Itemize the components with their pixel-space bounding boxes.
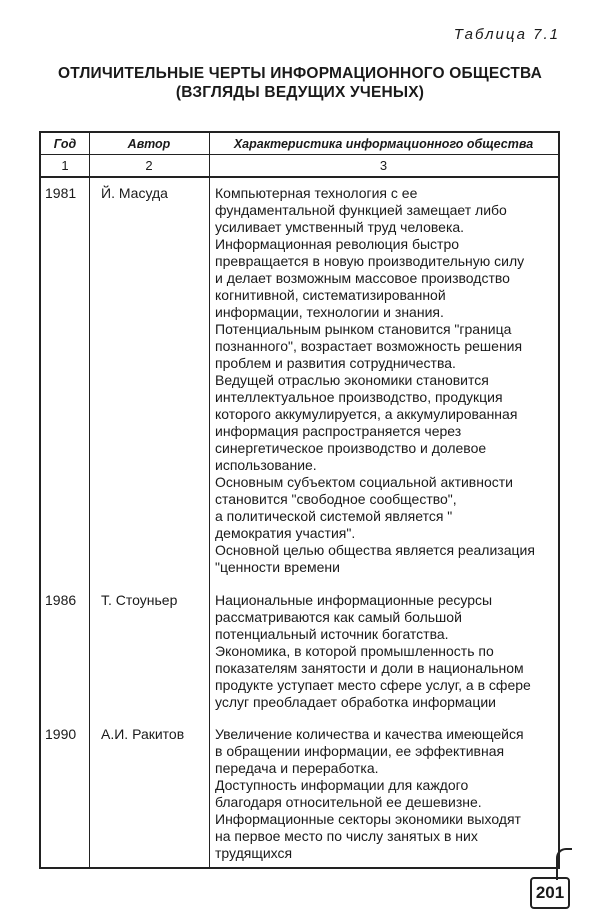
page-curl-decoration [556, 848, 572, 880]
description-line: услуг преобладает обработка информации [215, 694, 496, 710]
column-number: 2 [145, 157, 153, 173]
description-line: синергетическое производство и долевое [215, 440, 487, 456]
description-line: показателям занятости и доли в национальном [215, 660, 524, 676]
row-author: А.И. Ракитов [101, 726, 185, 742]
header-description: Характеристика информационного общества [233, 136, 534, 151]
description-line: Информационная революция быстро [215, 236, 460, 252]
characteristics-table [39, 131, 560, 869]
description-line: становится "свободное сообщество", [215, 491, 457, 507]
description-line: Экономика, в которой промышленность по [215, 643, 494, 659]
description-line: Доступность информации для каждого [215, 777, 469, 793]
row-description [215, 592, 558, 711]
page-title [0, 64, 600, 102]
description-line: а политической системой является " [215, 508, 453, 524]
row-year: 1990 [45, 726, 77, 742]
description-line: продукте уступает место сфере услуг, а в сфере [215, 677, 531, 693]
column-divider [209, 133, 210, 867]
description-line: информация распространяется через [215, 423, 462, 439]
description-line: Основной целью общества является реализация [215, 542, 535, 558]
header-author: Автор [127, 136, 171, 151]
title-line-1: ОТЛИЧИТЕЛЬНЫЕ ЧЕРТЫ ИНФОРМАЦИОННОГО ОБЩЕСТВА [57, 65, 543, 82]
description-line: благодаря относительной ее дешевизне. [215, 794, 482, 810]
description-line: потенциальный источник богатства. [215, 626, 449, 642]
description-line: которого аккумулируется, а аккумулированная [215, 406, 518, 422]
description-line: проблем и развития сотрудничества. [215, 355, 456, 371]
description-line: когнитивной, систематизированной [215, 287, 446, 303]
description-line: фундаментальной функцией замещает либо [215, 202, 507, 218]
description-line: превращается в новую производительную силу [215, 253, 525, 269]
description-line: рассматриваются как самый большой [215, 609, 462, 625]
description-line: информации, технологии и знания. [215, 304, 444, 320]
row-year: 1981 [45, 185, 77, 201]
table-header-row [41, 133, 558, 155]
row-description [215, 185, 558, 576]
table-label: Таблица 7.1 [453, 26, 560, 43]
description-line: передача и переработка. [215, 760, 379, 776]
description-line: демократия участия". [215, 525, 356, 541]
description-line: Информационные секторы экономики выходят [215, 811, 521, 827]
page-number: 201 [530, 877, 570, 909]
description-line: интеллектуальное производство, продукция [215, 389, 503, 405]
column-number-row [41, 154, 558, 178]
description-line: Основным субъектом социальной активности [215, 474, 513, 490]
description-line: Ведущей отраслью экономики становится [215, 372, 489, 388]
description-line: "ценности времени [215, 559, 340, 575]
description-line: Национальные информационные ресурсы [215, 592, 493, 608]
description-line: трудящихся [215, 845, 293, 861]
description-line: и делает возможным массовое производство [215, 270, 510, 286]
description-line: в обращении информации, ее эффективная [215, 743, 505, 759]
title-line-2: (ВЗГЛЯДЫ ВЕДУЩИХ УЧЕНЫХ) [175, 84, 425, 101]
column-number: 1 [61, 157, 69, 173]
description-line: Компьютерная технология с ее [215, 185, 418, 201]
description-line: использование. [215, 457, 317, 473]
description-line: познанного", возрастает возможность решения [215, 338, 523, 354]
row-author: Й. Масуда [101, 185, 168, 201]
row-author: Т. Стоуньер [101, 592, 178, 608]
description-line: на первое место по числу занятых в них [215, 828, 478, 844]
row-description [215, 726, 558, 862]
column-divider [89, 133, 90, 867]
description-line: Увеличение количества и качества имеющейся [215, 726, 524, 742]
description-line: Потенциальным рынком становится "граница [215, 321, 512, 337]
description-line: усиливает умственный труд человека. [215, 219, 465, 235]
column-number: 3 [379, 157, 388, 173]
row-year: 1986 [45, 592, 77, 608]
header-year: Год [53, 136, 77, 151]
